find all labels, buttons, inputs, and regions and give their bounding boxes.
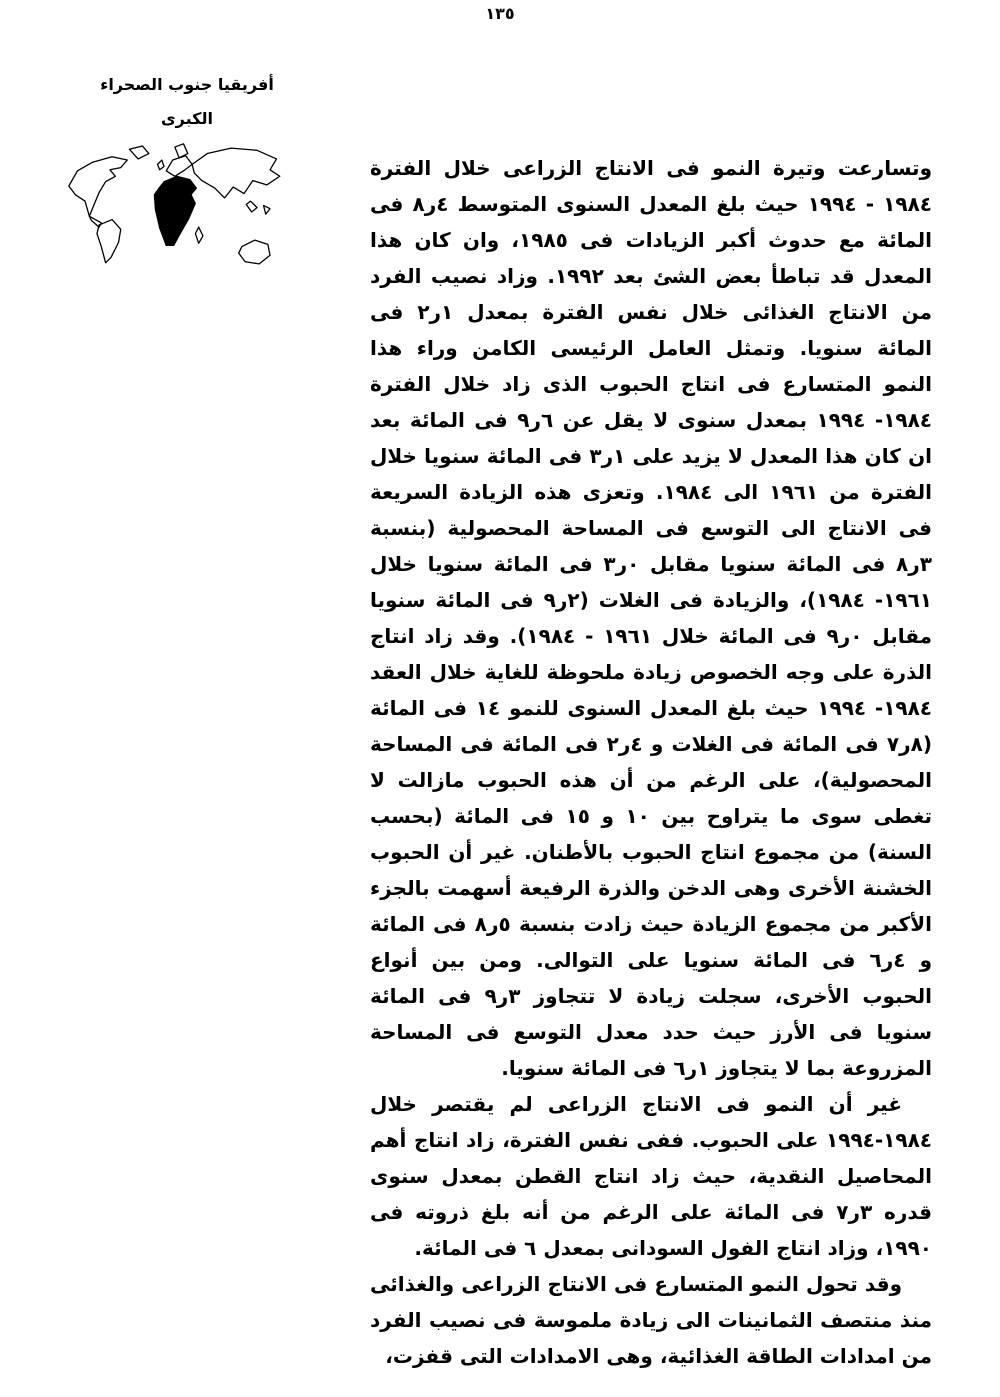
paragraph-agricultural-growth: وتسارعت وتيرة النمو فى الانتاج الزراعى خلال الفترة ١٩٨٤ - ١٩٩٤ حيث بلغ المعدل السنوى المتوسط ٤ر٨ فى المائة مع حدوث أكبر الزيادات فى ١٩٨٥، وان كان هذا المعدل قد تباطأ بعض الشئ بعد ١٩٩٢. وزاد نصيب الفرد من الانتاج الغذائى خلال نفس الفترة بمعدل ١ر٢ فى المائة سنويا. وتمثل العامل الرئيسى الكامن وراء هذا النمو المتسارع فى انتاج الحبوب الذى زاد خلال الفترة ١٩٨٤- ١٩٩٤ بمعدل سنوى لا يقل عن ٦ر٩ فى المائة بعد ان كان هذا المعدل لا يزيد على ١ر٣ فى المائة سنويا خلال الفترة من ١٩٦١ الى ١٩٨٤. وتعزى هذه الزيادة السريعة فى الانتاج الى التوسع فى المساحة المحصولية (بنسبة ٣ر٨ فى المائة سنويا مقابل ٠ر٣ فى المائة سنويا خلال ١٩٦١- ١٩٨٤)، والزيادة فى الغلات (٢ر٩ فى المائة سنويا مقابل ٠ر٩ فى المائة خلال ١٩٦١ - ١٩٨٤). وقد زاد انتاج الذرة على وجه الخصوص زيادة ملحوظة للغاية خلال العقد ١٩٨٤- ١٩٩٤ حيث بلغ المعدل السنوى للنمو ١٤ فى المائة (٨ر٧ فى المائة فى الغلات و ٤ر٢ فى المائة فى المساحة المحصولية)، على الرغم من أن هذه الحبوب مازالت لا تغطى سوى ما يتراوح بين ١٠ و ١٥ فى المائة (بحسب السنة) من مجموع انتاج الحبوب بالأطنان. غير أن الحبوب الخشنة الأخرى وهى الدخن والذرة الرفيعة أسهمت بالجزء الأكبر من مجموع الزيادة حيث زادت بنسبة ٥ر٨ فى المائة و ٤ر٦ فى المائة سنويا على التوالى. ومن بين أنواع الحبوب الأخرى، سجلت زيادة لا تتجاوز ٣ر٩ فى المائة سنويا فى الأرز حيث حدد معدل التوسع فى المساحة المزروعة بما لا يتجاوز ١ر٦ فى المائة سنويا.	[370, 156, 932, 1080]
british-isles-outline	[158, 160, 164, 170]
world-map-icon	[58, 140, 296, 298]
europe-outline	[166, 156, 192, 177]
region-label	[78, 76, 296, 127]
north-america-outline	[69, 157, 127, 217]
world-map-figure	[58, 140, 296, 298]
region-label-line1: أفريقيا جنوب الصحراء	[100, 75, 274, 94]
new-guinea-outline	[264, 205, 270, 214]
africa-highlight	[154, 176, 196, 245]
region-label-line2: الكبرى	[161, 108, 213, 128]
greenland-outline	[129, 146, 148, 159]
paragraph-food-energy-supply: وقد تحول النمو المتسارع فى الانتاج الزراعى والغذائى منذ منتصف الثمانينات الى زيادة ملموسة فى نصيب الفرد من امدادات الطاقة الغذائية، وهى الامدادات التى قفزت،	[370, 1272, 932, 1368]
southeast-asia-outline	[246, 201, 257, 212]
south-america-outline	[97, 220, 121, 263]
madagascar-outline	[195, 227, 203, 243]
australia-outline	[239, 240, 270, 264]
paragraph-cash-crops: غير أن النمو فى الانتاج الزراعى لم يقتصر خلال ١٩٨٤-١٩٩٤ على الحبوب. ففى نفس الفترة، زاد انتاج أهم المحاصيل النقدية، حيث زاد انتاج القطن بمعدل سنوى قدره ٣ر٧ فى المائة على الرغم من أنه بلغ ذروته فى ١٩٩٠، وزاد انتاج الفول السودانى بمعدل ٦ فى المائة.	[370, 1092, 932, 1260]
article-text	[370, 150, 932, 1390]
asia-outline	[192, 148, 280, 198]
page-number: ١٣٥	[485, 4, 515, 23]
